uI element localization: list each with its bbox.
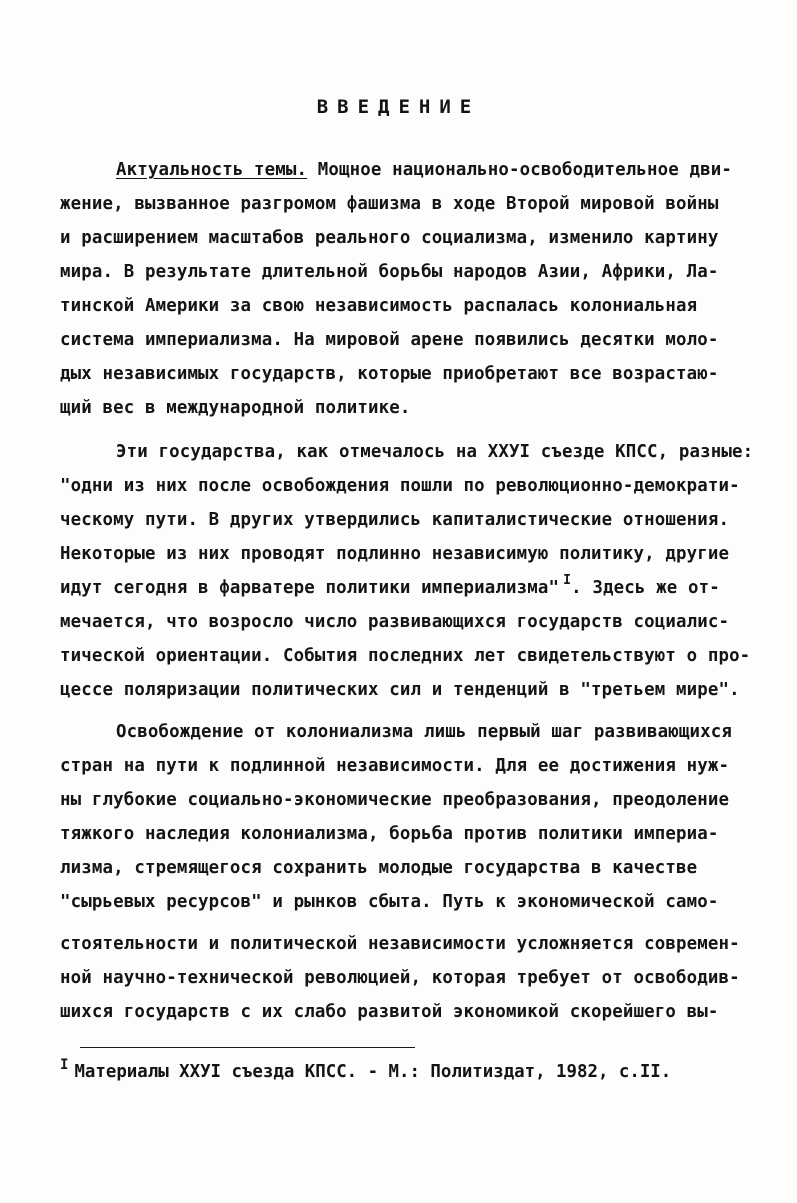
text-line: дых независимых государств, которые приобретают все возрастаю-: [60, 364, 719, 384]
text-line: стоятельности и политической независимости усложняется современ-: [60, 934, 740, 954]
text-line: система империализма. На мировой арене появились десятки моло-: [60, 330, 719, 350]
text-line: и расширением масштабов реального социализма, изменило картину: [60, 228, 719, 248]
text-line: мира. В результате длительной борьбы народов Азии, Африки, Ла-: [60, 262, 719, 282]
footnote-text: Материалы ХХУI съезда КПСС. - М.: Политиздат, 1982, с.II.: [74, 1062, 672, 1082]
text-line: ческому пути. В других утвердились капиталистические отношения.: [60, 510, 730, 530]
text-line: мечается, что возросло число развивающихся государств социалис-: [60, 612, 730, 632]
text-line: цессе поляризации политических сил и тенденций в "третьем мире".: [60, 680, 740, 700]
text-line-content: Мощное национально-освободительное дви-: [307, 160, 732, 180]
footnote: [60, 1057, 672, 1082]
text-line: тинской Америки за свою независимость распалась колониальная: [60, 296, 698, 316]
text-line: ной научно-технической революцией, которая требует от освободив-: [60, 968, 740, 988]
footnote-marker: I: [60, 1057, 69, 1073]
text-line: шихся государств с их слабо развитой экономикой скорейшего вы-: [60, 1002, 719, 1022]
text-line: "сырьевых ресурсов" и рынков сбыта. Путь к экономической само-: [60, 892, 719, 912]
text-line: [116, 160, 732, 180]
text-line: "одни из них после освобождения пошли по революционно-демократи-: [60, 476, 740, 496]
text-line-content: идут сегодня в фарватере политики империализма": [60, 578, 560, 598]
text-line: Некоторые из них проводят подлинно независимую политику, другие: [60, 544, 730, 564]
footnote-reference: I: [563, 573, 572, 588]
text-line: ны глубокие социально-экономические преобразования, преодоление: [60, 790, 730, 810]
text-line: Эти государства, как отмечалось на ХХУI съезде КПСС, разные:: [116, 442, 754, 462]
text-line: щий вес в международной политике.: [60, 398, 411, 418]
page-title: ВВЕДЕНИЕ: [316, 96, 481, 118]
text-line: тяжкого наследия колониализма, борьба против политики империа-: [60, 824, 719, 844]
text-line: Освобождение от колониализма лишь первый шаг развивающихся: [116, 722, 732, 742]
text-line-content: . Здесь же от-: [571, 578, 720, 598]
footnote-divider: [80, 1047, 415, 1048]
text-line: стран на пути к подлинной независимости. Для ее достижения нуж-: [60, 756, 730, 776]
text-line: жение, вызванное разгромом фашизма в ходе Второй мировой войны: [60, 194, 719, 214]
section-heading: Актуальность темы.: [116, 160, 308, 180]
text-line: [60, 573, 720, 600]
text-line: лизма, стремящегося сохранить молодые государства в качестве: [60, 858, 698, 878]
text-line: тической ориентации. События последних лет свидетельствуют о про-: [60, 646, 751, 666]
